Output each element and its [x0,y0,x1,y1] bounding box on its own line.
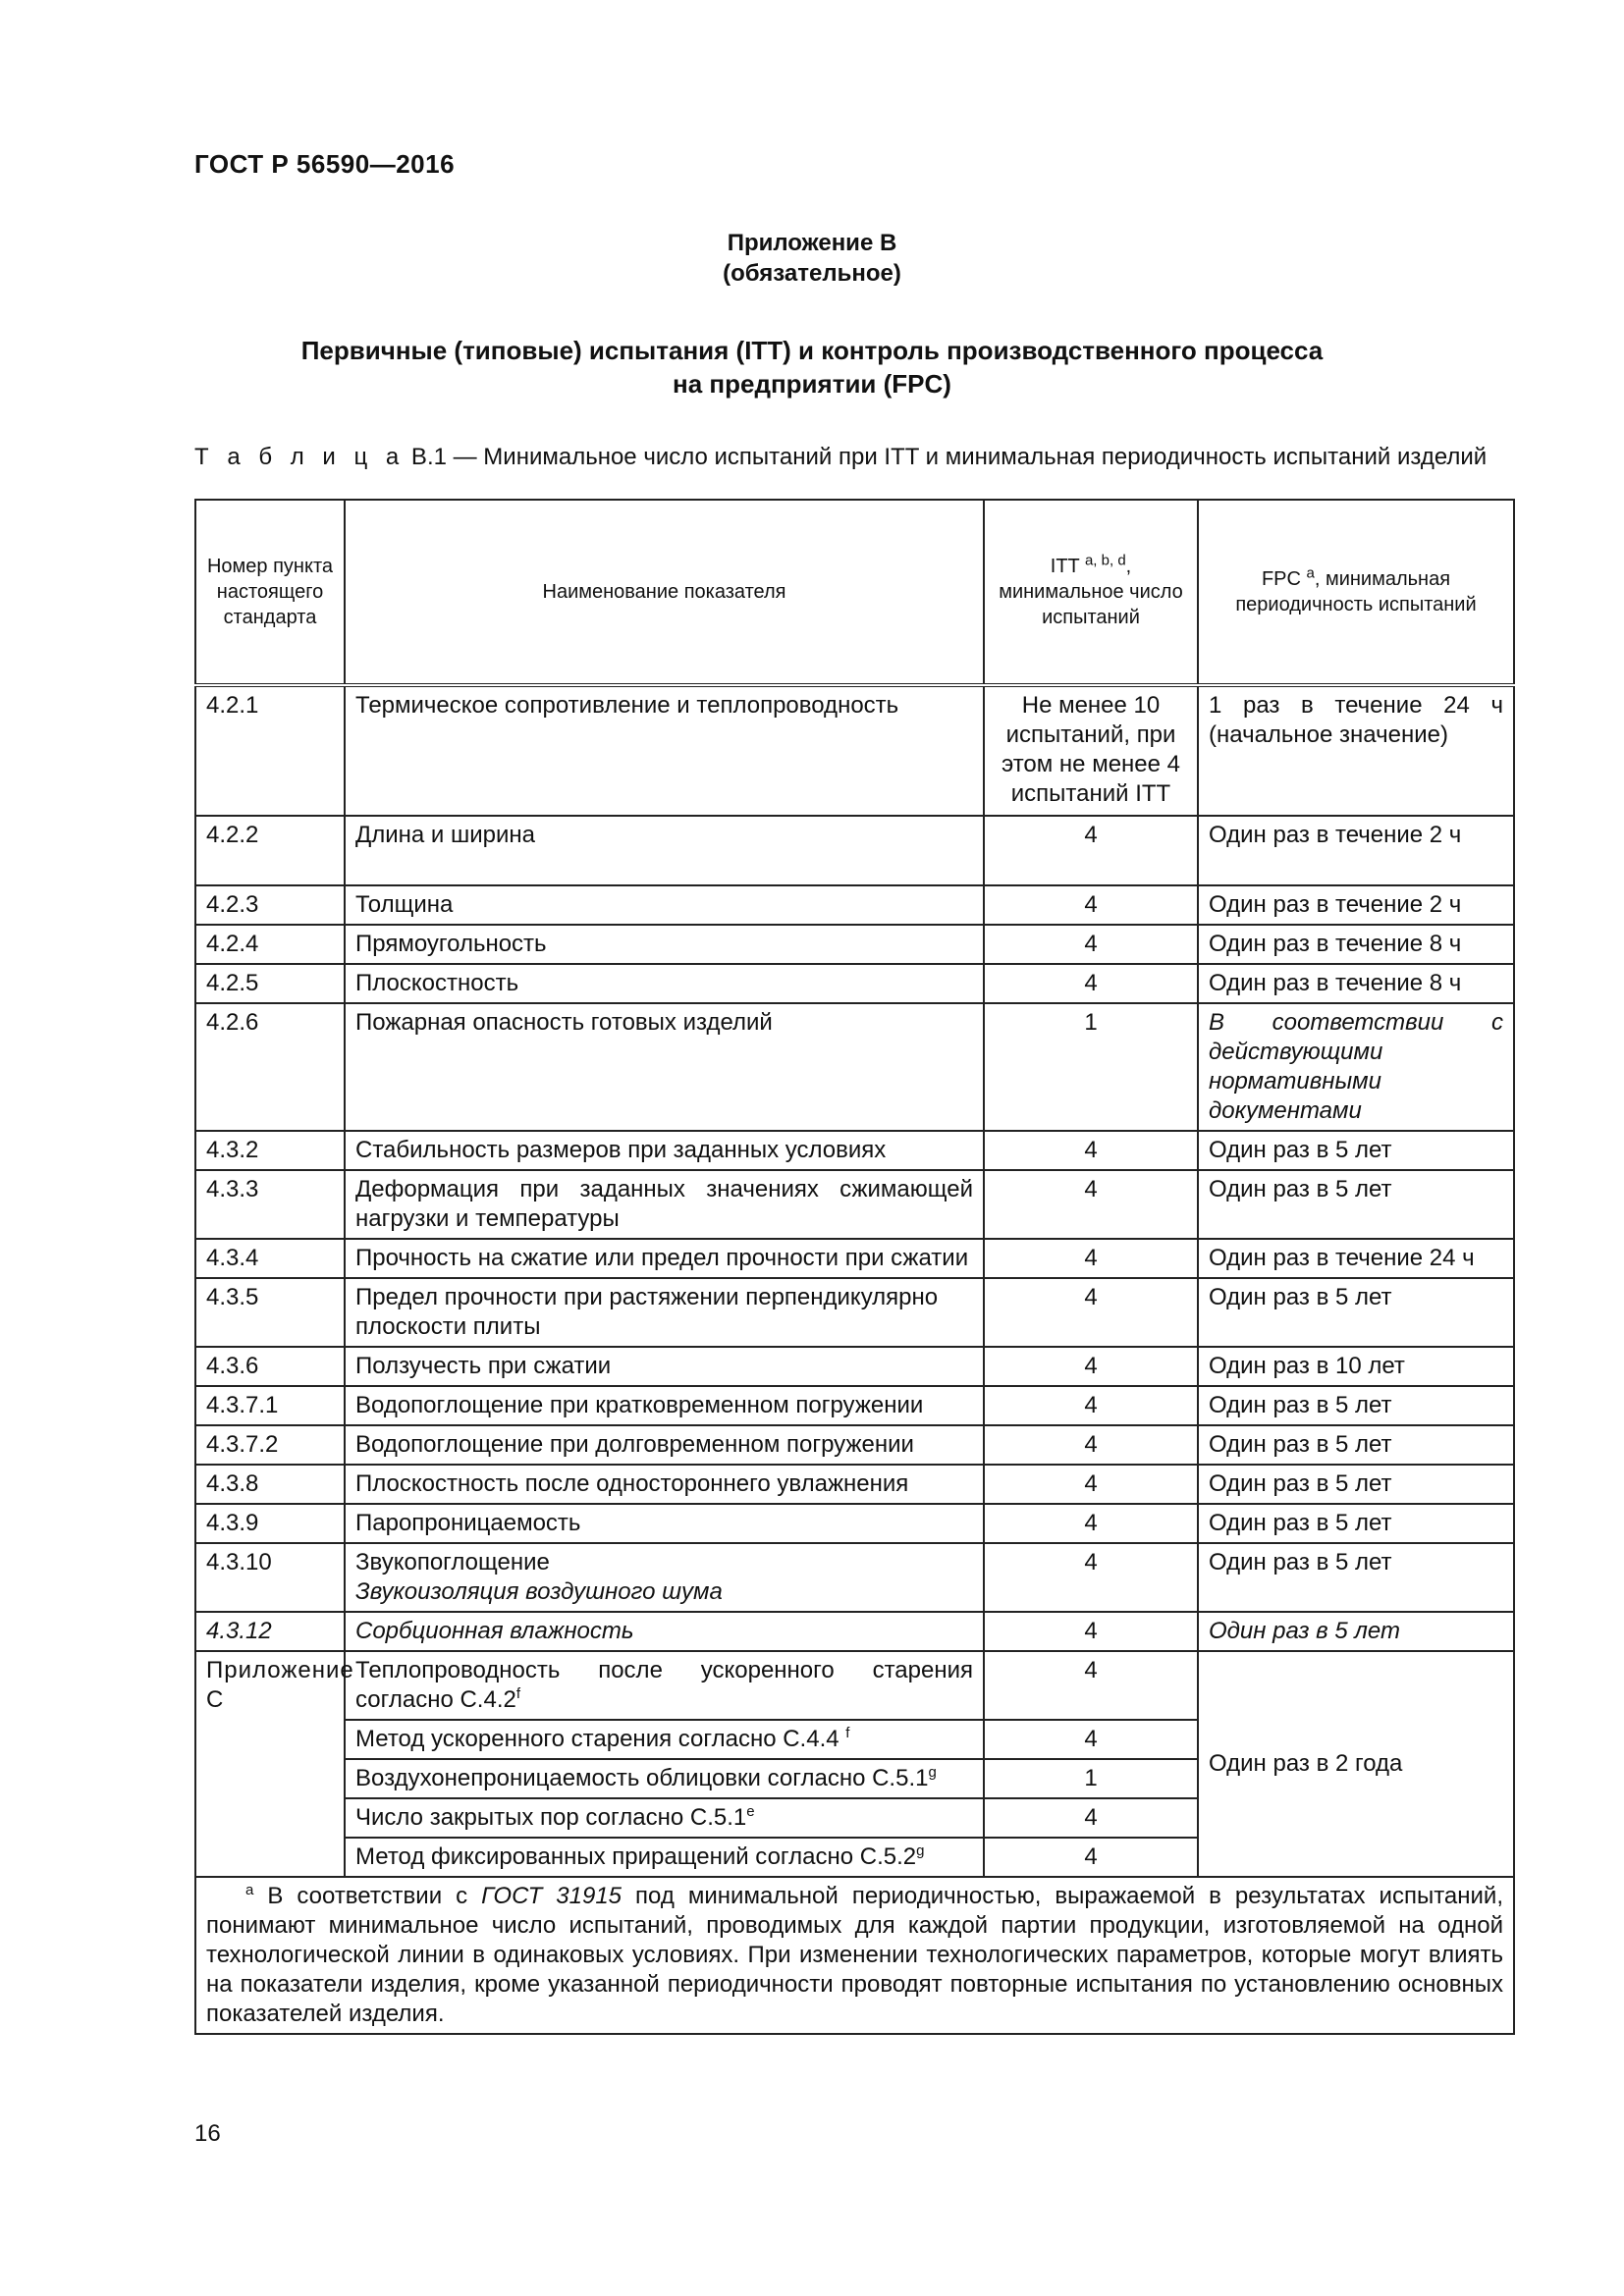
header-fpc-sup: a [1306,564,1315,582]
row-number: 4.3.12 [195,1612,345,1651]
appendix-item-sup: e [746,1803,755,1820]
row-itt: 4 [984,1504,1198,1543]
row-itt: 4 [984,1465,1198,1504]
table-row [195,1386,1514,1425]
header-fpc [1198,500,1514,685]
table-row [195,1239,1514,1278]
row-name: Толщина [345,885,984,925]
appendix-item-itt: 4 [984,1798,1198,1838]
page-title [0,334,1624,400]
footnote-text-after: под минимальной периодичностью, выражаемой в результатах испытаний, понимают минимальное число испытаний, проводимых для каждой партии продукции, изготовляемой на одной технологической линии в одинаковых условиях. При изменении технологических параметров, которые могут влиять на показатели изделия, кроме указанной периодичности проводят повторные испытания по установлению основных показателей изделия. [206,1883,1503,2027]
row-number: 4.2.6 [195,1003,345,1131]
row-name: Прямоугольность [345,925,984,964]
row-fpc: Один раз в 5 лет [1198,1504,1514,1543]
row-fpc: 1 раз в течение 24 ч (начальное значение) [1198,685,1514,816]
footnote-text-before: В соответствии с [253,1883,482,1909]
row-name: Длина и ширина [345,816,984,885]
appendix-item-itt: 1 [984,1759,1198,1798]
row-itt: 4 [984,885,1198,925]
row-name: Ползучесть при сжатии [345,1347,984,1386]
row-itt: 4 [984,1131,1198,1170]
appendix-group-fpc-text: Один раз в 2 года [1209,1750,1403,1777]
row-name: Паропроницаемость [345,1504,984,1543]
row-name: Водопоглощение при кратковременном погружении [345,1386,984,1425]
row-number: 4.2.1 [195,685,345,816]
appendix-item-itt: 4 [984,1838,1198,1877]
table-row [195,1504,1514,1543]
row-number: 4.3.9 [195,1504,345,1543]
row-name-line-1: Звукопоглощение [355,1549,550,1575]
row-name: Водопоглощение при долговременном погружении [345,1425,984,1465]
row-number: 4.3.7.2 [195,1425,345,1465]
table-row [195,1170,1514,1239]
header-indicator-name: Наименование показателя [345,500,984,685]
table-row [195,885,1514,925]
row-fpc: Один раз в 5 лет [1198,1278,1514,1347]
row-number: 4.3.6 [195,1347,345,1386]
row-fpc: Один раз в течение 8 ч [1198,925,1514,964]
row-itt: 4 [984,1239,1198,1278]
table-caption-text: В.1 — Минимальное число испытаний при ITT и минимальная периодичность испытаний изделий [405,444,1488,470]
appendix-item-text: Метод ускоренного старения согласно С.4.4 [355,1726,846,1752]
row-itt: 4 [984,1170,1198,1239]
row-name-line-2: Звукоизоляция воздушного шума [355,1578,723,1605]
row-itt: 4 [984,964,1198,1003]
row-itt: 4 [984,1543,1198,1612]
header-fpc-rest: , минимальная периодичность испытаний [1235,568,1477,615]
appendix-item-name [345,1720,984,1759]
table-header-row [195,500,1514,685]
row-name: Плоскостность после одностороннего увлажнения [345,1465,984,1504]
appendix-item-itt: 4 [984,1720,1198,1759]
row-number: 4.3.10 [195,1543,345,1612]
table-row [195,925,1514,964]
row-number: 4.3.5 [195,1278,345,1347]
row-itt: 4 [984,1278,1198,1347]
footnote-reference: ГОСТ 31915 [481,1883,623,1909]
table-caption [194,444,1487,471]
appendix-status: (обязательное) [723,260,901,287]
appendix-group-fpc [1198,1651,1514,1877]
table-row [195,1347,1514,1386]
appendix-row [195,1651,1514,1720]
row-name [345,1543,984,1612]
row-fpc: Один раз в 5 лет [1198,1612,1514,1651]
row-number: 4.3.8 [195,1465,345,1504]
table-row [195,1612,1514,1651]
appendix-group-number [195,1651,354,1877]
row-fpc: Один раз в течение 2 ч [1198,816,1514,885]
header-itt [984,500,1198,685]
row-name: Прочность на сжатие или предел прочности при сжатии [345,1239,984,1278]
row-number: 4.2.2 [195,816,345,885]
appendix-item-name [345,1759,984,1798]
page-title-line-1: Первичные (типовые) испытания (ITT) и контроль производственного процесса [300,336,1324,365]
table-row [195,964,1514,1003]
appendix-item-sup: g [916,1842,925,1859]
row-fpc: Один раз в 5 лет [1198,1386,1514,1425]
row-number: 4.3.7.1 [195,1386,345,1425]
row-fpc: Один раз в 5 лет [1198,1543,1514,1612]
table-row [195,1543,1514,1612]
row-name: Плоскостность [345,964,984,1003]
row-itt: 4 [984,816,1198,885]
header-itt-rest: , минимальное число испытаний [999,556,1183,628]
appendix-item-itt: 4 [984,1651,1198,1720]
header-itt-label: ITT [1050,556,1080,577]
row-fpc: Один раз в 10 лет [1198,1347,1514,1386]
row-fpc: Один раз в 5 лет [1198,1131,1514,1170]
tests-table [194,499,1515,2035]
table-row [195,1278,1514,1347]
row-number: 4.2.3 [195,885,345,925]
row-name: Сорбционная влажность [345,1612,984,1651]
row-name: Стабильность размеров при заданных условиях [345,1131,984,1170]
row-itt: 4 [984,925,1198,964]
appendix-item-text: Число закрытых пор согласно С.5.1 [355,1804,747,1831]
appendix-item-sup: f [515,1685,520,1702]
appendix-item-name [345,1798,984,1838]
row-itt: Не менее 10 испытаний, при этом не менее 4 испытаний ITT [984,685,1198,816]
table-row [195,816,1514,885]
row-name: Деформация при заданных значениях сжимающей нагрузки и температуры [345,1170,984,1239]
row-itt: 4 [984,1386,1198,1425]
row-fpc: Один раз в течение 24 ч [1198,1239,1514,1278]
row-number: 4.2.5 [195,964,345,1003]
row-name: Термическое сопротивление и теплопроводность [345,685,984,816]
table-caption-prefix: Т а б л и ц а [194,444,406,470]
table-row [195,1425,1514,1465]
document-code: ГОСТ Р 56590—2016 [194,149,456,179]
table-row [195,1131,1514,1170]
table-row [195,1465,1514,1504]
header-fpc-label: FPC [1261,568,1301,590]
row-fpc: Один раз в 5 лет [1198,1425,1514,1465]
page-title-line-2: на предприятии (FPC) [673,369,951,399]
footnote-row [195,1877,1514,2034]
table-footnote [195,1877,1514,2034]
row-name: Пожарная опасность готовых изделий [345,1003,984,1131]
table-row [195,685,1514,816]
row-fpc: Один раз в течение 2 ч [1198,885,1514,925]
row-number: 4.3.3 [195,1170,345,1239]
row-itt: 1 [984,1003,1198,1131]
row-number: 4.3.4 [195,1239,345,1278]
header-itt-sup: a, b, d [1084,552,1126,569]
row-fpc: Один раз в 5 лет [1198,1465,1514,1504]
footnote-mark: a [245,1882,254,1898]
appendix-item-text: Воздухонепроницаемость облицовки согласно С.5.1 [355,1765,929,1791]
appendix-heading [0,228,1624,289]
row-number: 4.3.2 [195,1131,345,1170]
header-clause-number: Номер пункта настоящего стандарта [195,500,345,685]
appendix-item-sup: g [928,1764,937,1781]
appendix-item-sup: f [845,1725,850,1741]
appendix-item-name [345,1651,984,1720]
row-fpc: Один раз в 5 лет [1198,1170,1514,1239]
appendix-item-name [345,1838,984,1877]
row-name: Предел прочности при растяжении перпендикулярно плоскости плиты [345,1278,984,1347]
row-itt: 4 [984,1347,1198,1386]
row-itt: 4 [984,1612,1198,1651]
page-number: 16 [194,2120,221,2147]
row-fpc: Один раз в течение 8 ч [1198,964,1514,1003]
row-number: 4.2.4 [195,925,345,964]
appendix-item-text: Теплопроводность после ускоренного старения согласно С.4.2 [355,1657,973,1713]
row-fpc: В соответствии с действующими нормативными документами [1198,1003,1514,1131]
appendix-title: Приложение В [727,230,897,256]
row-itt: 4 [984,1425,1198,1465]
appendix-group-number-text: Приложение С [206,1657,354,1713]
appendix-item-text: Метод фиксированных приращений согласно С.5.2 [355,1843,917,1870]
table-row [195,1003,1514,1131]
